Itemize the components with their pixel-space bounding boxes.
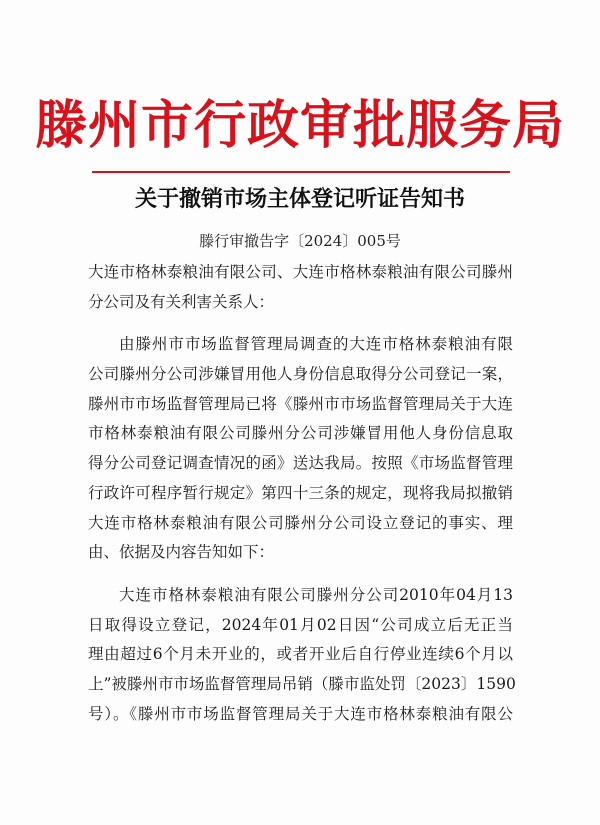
org-letterhead: 滕州市行政审批服务局	[34, 95, 565, 156]
paragraph-line: 大连市格林泰粮油有限公司滕州分公司设立登记的事实、理	[88, 513, 513, 532]
paragraph-line: 市格林泰粮油有限公司滕州分公司涉嫌冒用他人身份信息取	[88, 424, 513, 443]
recipient-block	[88, 258, 513, 317]
paragraph-line: 号）。《滕州市市场监督管理局关于大连市格林泰粮油有限公	[88, 704, 513, 723]
document-number: 滕行审撤告字〔2024〕005号	[199, 232, 401, 250]
paragraph-line: 由滕州市市场监督管理局调查的大连市格林泰粮油有限	[119, 335, 513, 354]
document-body	[88, 258, 516, 729]
paragraph-1	[88, 330, 513, 568]
paragraph-gap	[88, 317, 513, 330]
paragraph-line: 由、依据及内容告知如下：	[88, 543, 275, 562]
paragraph-line: 滕州市市场监督管理局已将《滕州市市场监督管理局关于大连	[88, 394, 513, 413]
letterhead-divider	[92, 171, 510, 173]
paragraph-line: 日取得设立登记，2024年01月02日因“公司成立后无正当	[88, 615, 513, 634]
paragraph-line: 公司滕州分公司涉嫌冒用他人身份信息取得分公司登记一案，	[88, 365, 513, 384]
paragraph-line: 上”被滕州市市场监督管理局吊销（滕市监处罚〔2023〕1590	[88, 674, 516, 693]
paragraph-line: 大连市格林泰粮油有限公司滕州分公司2010年04月13	[119, 585, 513, 604]
recipient-line: 分公司及有关利害关系人：	[88, 292, 275, 311]
paragraph-2	[88, 581, 516, 729]
paragraph-line: 理由超过6个月未开业的，或者开业后自行停业连续6个月以	[88, 645, 513, 664]
recipient-line: 大连市格林泰粮油有限公司、大连市格林泰粮油有限公司滕州	[88, 263, 513, 281]
document-title: 关于撤销市场主体登记听证告知书	[134, 186, 465, 212]
paragraph-line: 得分公司登记调查情况的函》送达我局。按照《市场监督管理	[88, 454, 513, 473]
paragraph-gap	[88, 568, 513, 581]
paragraph-line: 行政许可程序暂行规定》第四十三条的规定，现将我局拟撤销	[88, 483, 513, 502]
